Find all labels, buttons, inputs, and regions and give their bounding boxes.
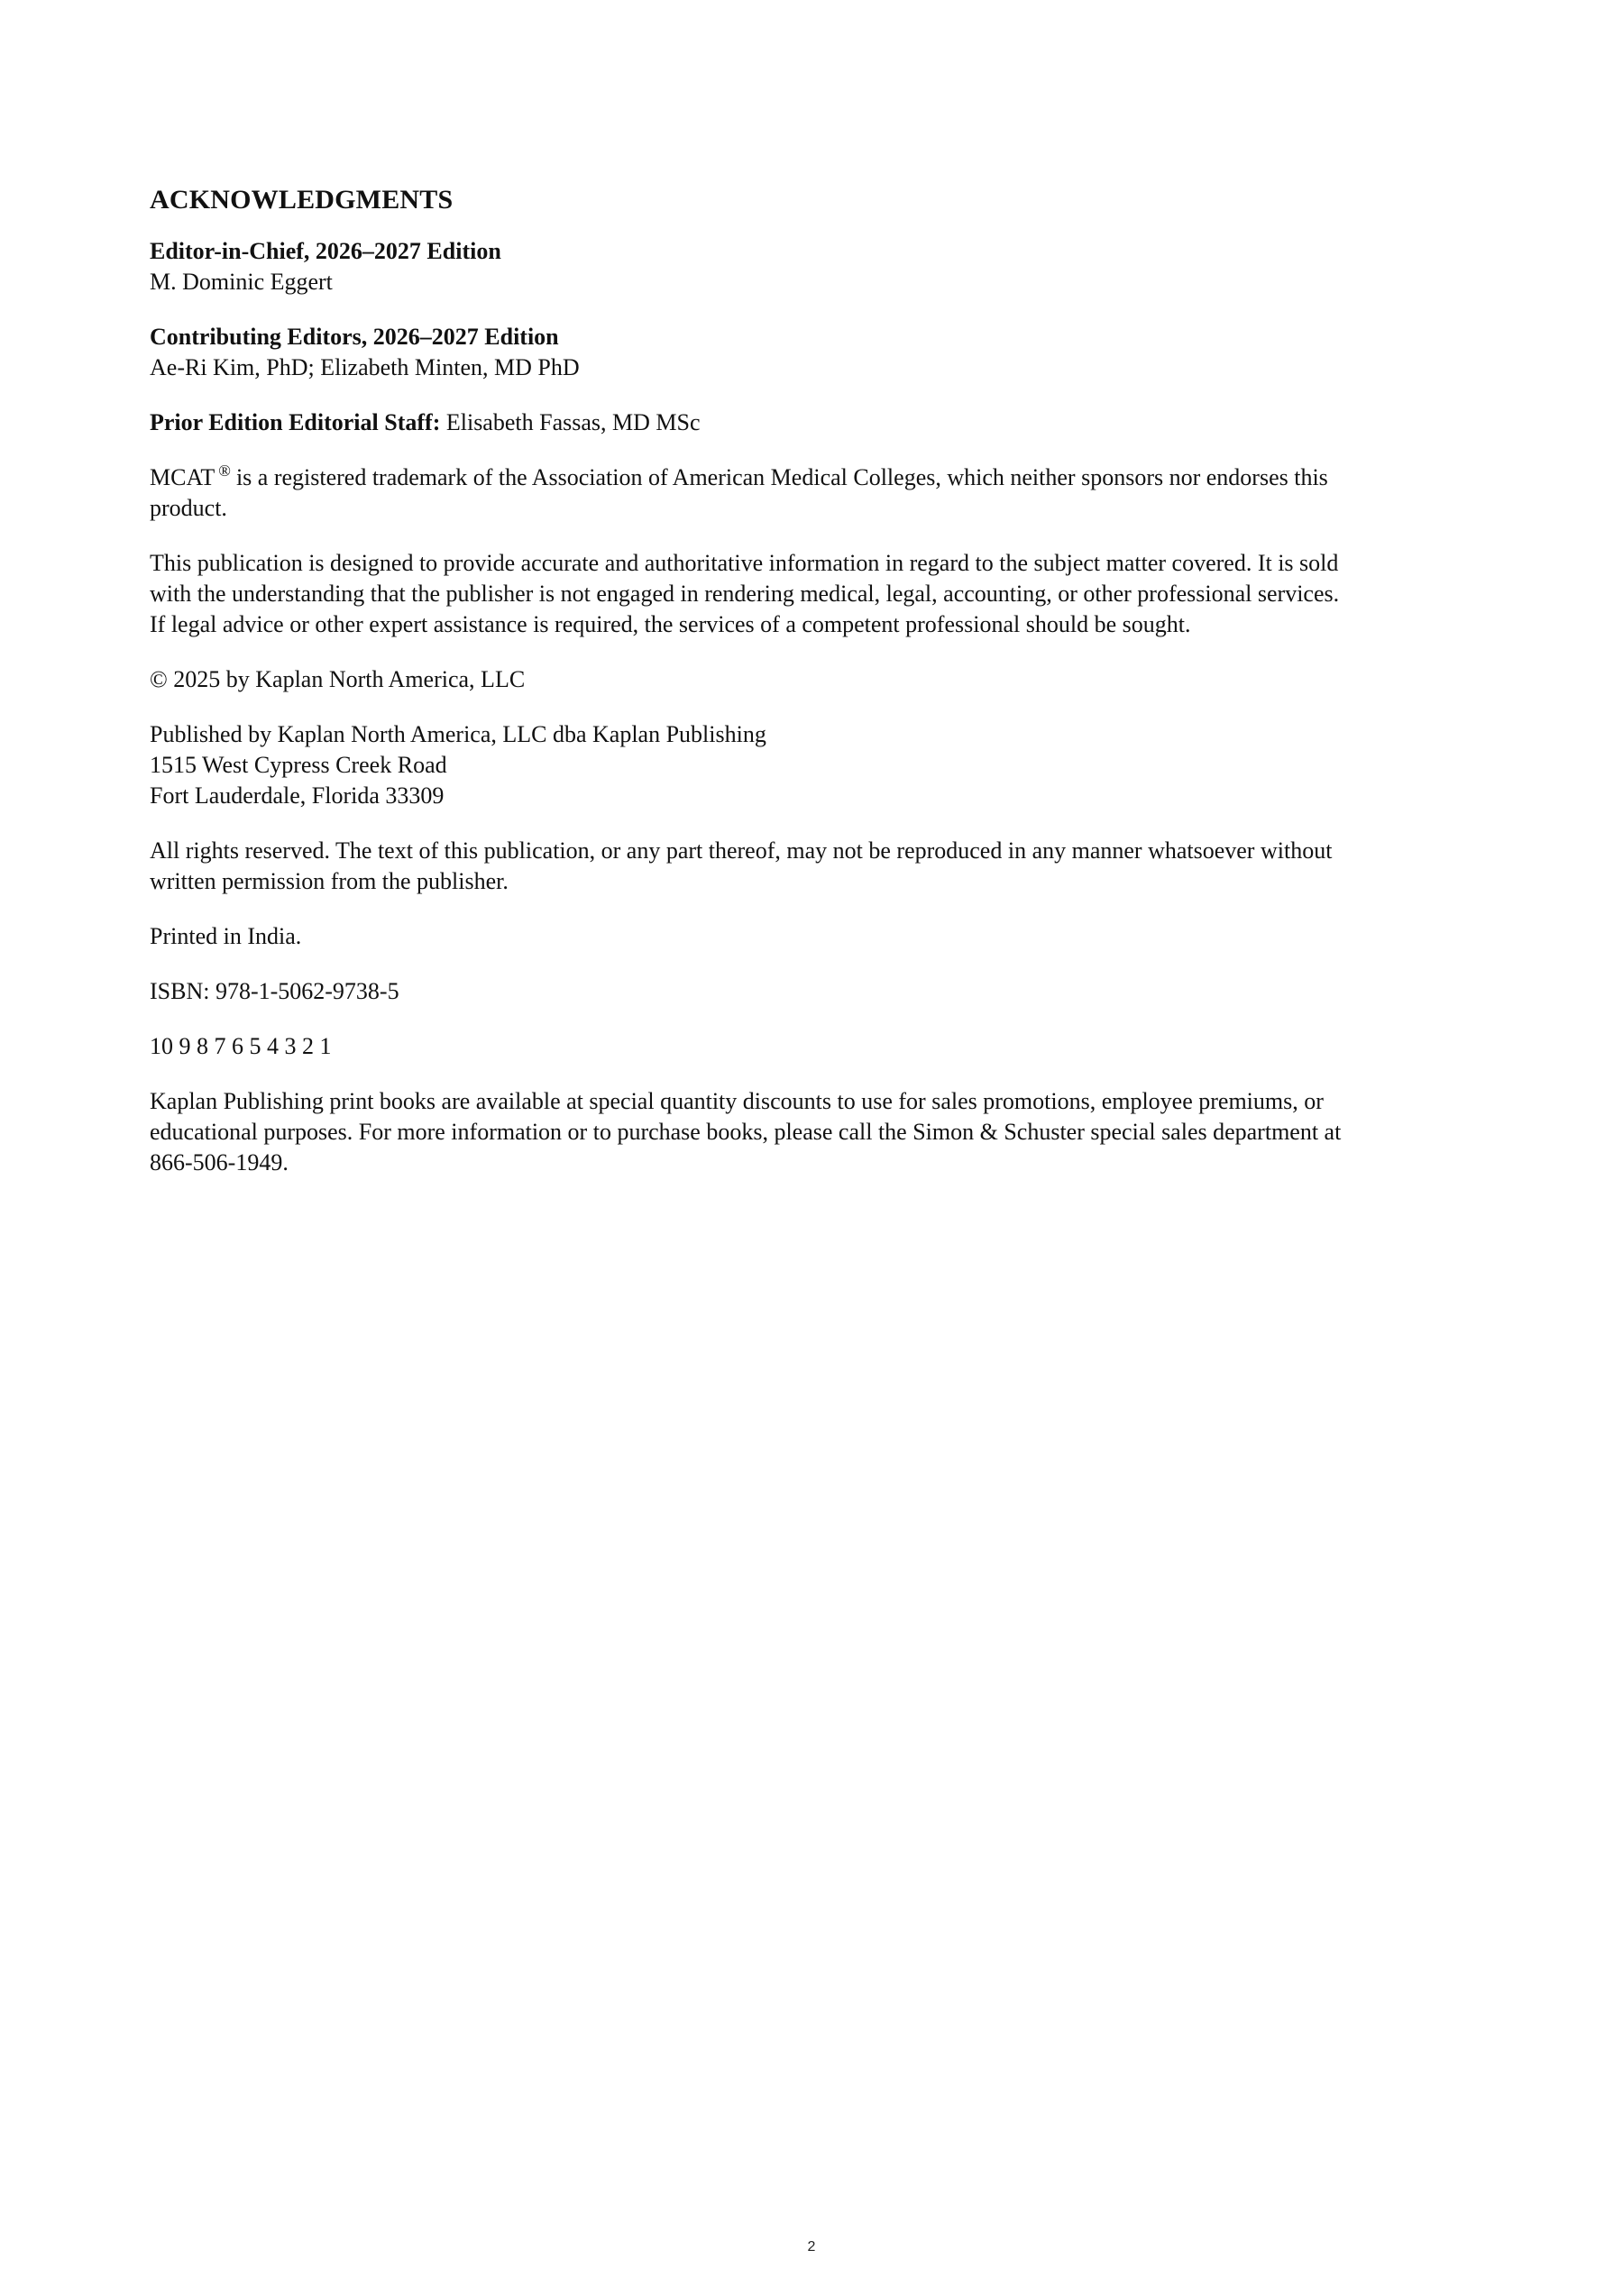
trademark-mark: MCAT: [150, 464, 215, 490]
rights-line: written permission from the publisher.: [150, 868, 509, 894]
trademark-notice: [150, 462, 1493, 524]
sales-line: educational purposes. For more information or to purchase books, please call the Simon & Schuster special sales department at: [150, 1119, 1342, 1145]
disclaimer-line: If legal advice or other expert assistance is required, the services of a competent professional should be sought.: [150, 611, 1191, 637]
publisher-line: Fort Lauderdale, Florida 33309: [150, 782, 445, 809]
print-line: 10 9 8 7 6 5 4 3 2 1: [150, 1033, 332, 1059]
editor-in-chief-section: [150, 236, 1493, 297]
rights-line: All rights reserved. The text of this publication, or any part thereof, may not be reproduced in any manner whatsoever without: [150, 837, 1333, 864]
disclaimer-line: with the understanding that the publisher is not engaged in rendering medical, legal, accounting, or other professional services.: [150, 581, 1340, 607]
printed-in: Printed in India.: [150, 923, 302, 949]
disclaimer-paragraph: [150, 548, 1493, 640]
copyright-notice: © 2025 by Kaplan North America, LLC: [150, 666, 526, 692]
page-number: 2: [807, 2239, 816, 2255]
sales-line: Kaplan Publishing print books are available at special quantity discounts to use for sales promotions, employee premiums, or: [150, 1088, 1324, 1114]
page-title: ACKNOWLEDGMENTS: [150, 185, 454, 215]
contributing-editors-names: Ae-Ri Kim, PhD; Elizabeth Minten, MD PhD: [150, 354, 580, 380]
page-content: [150, 182, 1493, 1203]
editor-in-chief-label: Editor-in-Chief, 2026–2027 Edition: [150, 238, 501, 264]
publisher-line: 1515 West Cypress Creek Road: [150, 752, 447, 778]
sales-notice: [150, 1086, 1493, 1178]
prior-edition-section: [150, 407, 1493, 438]
registered-symbol: ®: [218, 462, 231, 480]
sales-line: 866-506-1949.: [150, 1149, 289, 1175]
isbn: ISBN: 978-1-5062-9738-5: [150, 978, 399, 1004]
publisher-line: Published by Kaplan North America, LLC dba Kaplan Publishing: [150, 721, 766, 747]
rights-notice: [150, 836, 1493, 897]
prior-edition-names: Elisabeth Fassas, MD MSc: [445, 409, 701, 435]
publisher-address: [150, 719, 1493, 811]
disclaimer-line: This publication is designed to provide accurate and authoritative information in regard to the subject matter covered. It is sold: [150, 550, 1339, 576]
trademark-text-line1: is a registered trademark of the Association of American Medical Colleges, which neither sponsors nor endorses this: [235, 464, 1328, 490]
prior-edition-label: Prior Edition Editorial Staff:: [150, 409, 441, 435]
contributing-editors-label: Contributing Editors, 2026–2027 Edition: [150, 324, 559, 350]
editor-in-chief-name: M. Dominic Eggert: [150, 269, 333, 295]
trademark-text-line2: product.: [150, 495, 227, 521]
contributing-editors-section: [150, 322, 1493, 383]
